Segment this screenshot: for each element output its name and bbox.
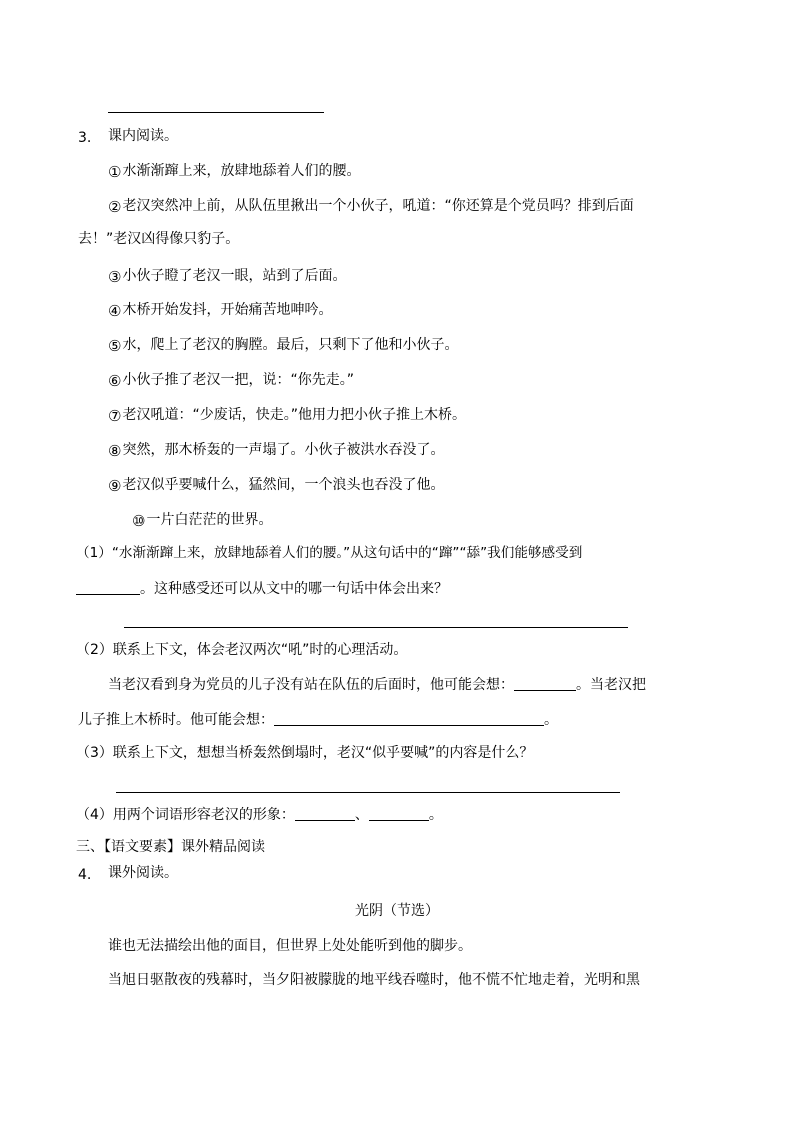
passage-paragraph-2: 当旭日驱散夜的残幕时，当夕阳被朦胧的地平线吞噬时，他不慌不忙地走着，光明和黑 (108, 972, 640, 988)
sub-question-2-text-d: 。 (544, 712, 558, 728)
sub-question-2-line2 (108, 676, 646, 694)
paragraph-text: 水渐渐蹿上来，放肆地舔着人们的腰。 (122, 163, 361, 179)
answer-line-previous (108, 112, 324, 113)
answer-blank[interactable] (295, 806, 355, 821)
paragraph-marker: ⑤ (108, 337, 122, 355)
sub-question-1: （1）“水渐渐蹿上来，放肆地舔着人们的腰。”从这句话中的“蹿”“舔”我们能够感受到 (76, 545, 583, 561)
paragraph-text: 一片白茫茫的世界。 (146, 512, 273, 528)
paragraph-10 (132, 510, 272, 529)
answer-blank[interactable] (76, 580, 140, 595)
paragraph-6 (108, 370, 354, 389)
paragraph-8 (108, 440, 444, 459)
paragraph-text: 小伙子瞪了老汉一眼，站到了后面。 (122, 268, 347, 284)
sub-question-3: （3）联系上下文，想想当桥轰然倒塌时，老汉“似乎要喊”的内容是什么？ (76, 745, 534, 761)
paragraph-text: 老汉似乎要喊什么，猛然间，一个浪头也吞没了他。 (122, 477, 445, 493)
paragraph-text: 小伙子推了老汉一把，说：“你先走。” (122, 372, 354, 388)
answer-line-3[interactable] (116, 792, 620, 793)
paragraph-2 (108, 196, 634, 215)
paragraph-5 (108, 335, 458, 354)
answer-line-1[interactable] (124, 627, 628, 628)
paragraph-marker: ⑧ (108, 442, 122, 460)
paragraph-text: 水，爬上了老汉的胸膛。最后，只剩下了他和小伙子。 (122, 337, 459, 353)
paragraph-2-cont: 去！”老汉凶得像只豹子。 (78, 231, 240, 247)
separator: 、 (354, 807, 369, 823)
sub-question-1-line2 (76, 580, 448, 598)
paragraph-marker: ② (108, 198, 122, 216)
paragraph-text: 木桥开始发抖，开始痛苦地呻吟。 (122, 302, 333, 318)
paragraph-marker: ⑥ (108, 372, 122, 390)
paragraph-4 (108, 300, 332, 319)
passage-title: 光阴（节选） (355, 903, 439, 919)
sub-question-2-text-b: 。当老汉把 (576, 677, 646, 693)
sub-question-2-line3 (78, 711, 558, 729)
paragraph-text: 突然，那木桥轰的一声塌了。小伙子被洪水吞没了。 (122, 442, 445, 458)
paragraph-marker: ④ (108, 302, 122, 320)
answer-blank[interactable] (274, 711, 544, 726)
question-number: 3. (78, 130, 92, 146)
paragraph-7 (108, 405, 466, 424)
answer-blank[interactable] (369, 806, 429, 821)
section-heading: 三、【语文要素】课外精品阅读 (76, 839, 265, 855)
paragraph-1 (108, 161, 360, 180)
question-number: 4. (78, 867, 92, 883)
paragraph-text: 老汉吼道：“少废话，快走。”他用力把小伙子推上木桥。 (122, 407, 466, 423)
sub-question-4 (76, 806, 443, 824)
sub-question-2-text-c: 儿子推上木桥时。他可能会想： (78, 712, 274, 728)
paragraph-3 (108, 266, 346, 285)
paragraph-marker: ⑩ (132, 512, 146, 530)
question-heading: 课内阅读。 (108, 128, 178, 144)
passage-paragraph-1: 谁也无法描绘出他的面目，但世界上处处能听到他的脚步。 (108, 938, 472, 954)
paragraph-marker: ⑦ (108, 407, 122, 425)
sub-question-1-text: 。这种感受还可以从文中的哪一句话中体会出来？ (140, 581, 448, 597)
sub-question-2: （2）联系上下文，体会老汉两次“吼”时的心理活动。 (76, 642, 408, 658)
paragraph-9 (108, 475, 444, 494)
answer-blank[interactable] (514, 676, 576, 691)
end-mark: 。 (428, 807, 443, 823)
sub-question-4-text: （4）用两个词语形容老汉的形象： (76, 807, 295, 823)
paragraph-marker: ① (108, 163, 122, 181)
paragraph-marker: ③ (108, 268, 122, 286)
sub-question-2-text-a: 当老汉看到身为党员的儿子没有站在队伍的后面时，他可能会想： (108, 677, 514, 693)
paragraph-marker: ⑨ (108, 477, 122, 495)
paragraph-text: 老汉突然冲上前，从队伍里揪出一个小伙子，吼道：“你还算是个党员吗？排到后面 (122, 198, 634, 214)
question-heading: 课外阅读。 (108, 865, 178, 881)
